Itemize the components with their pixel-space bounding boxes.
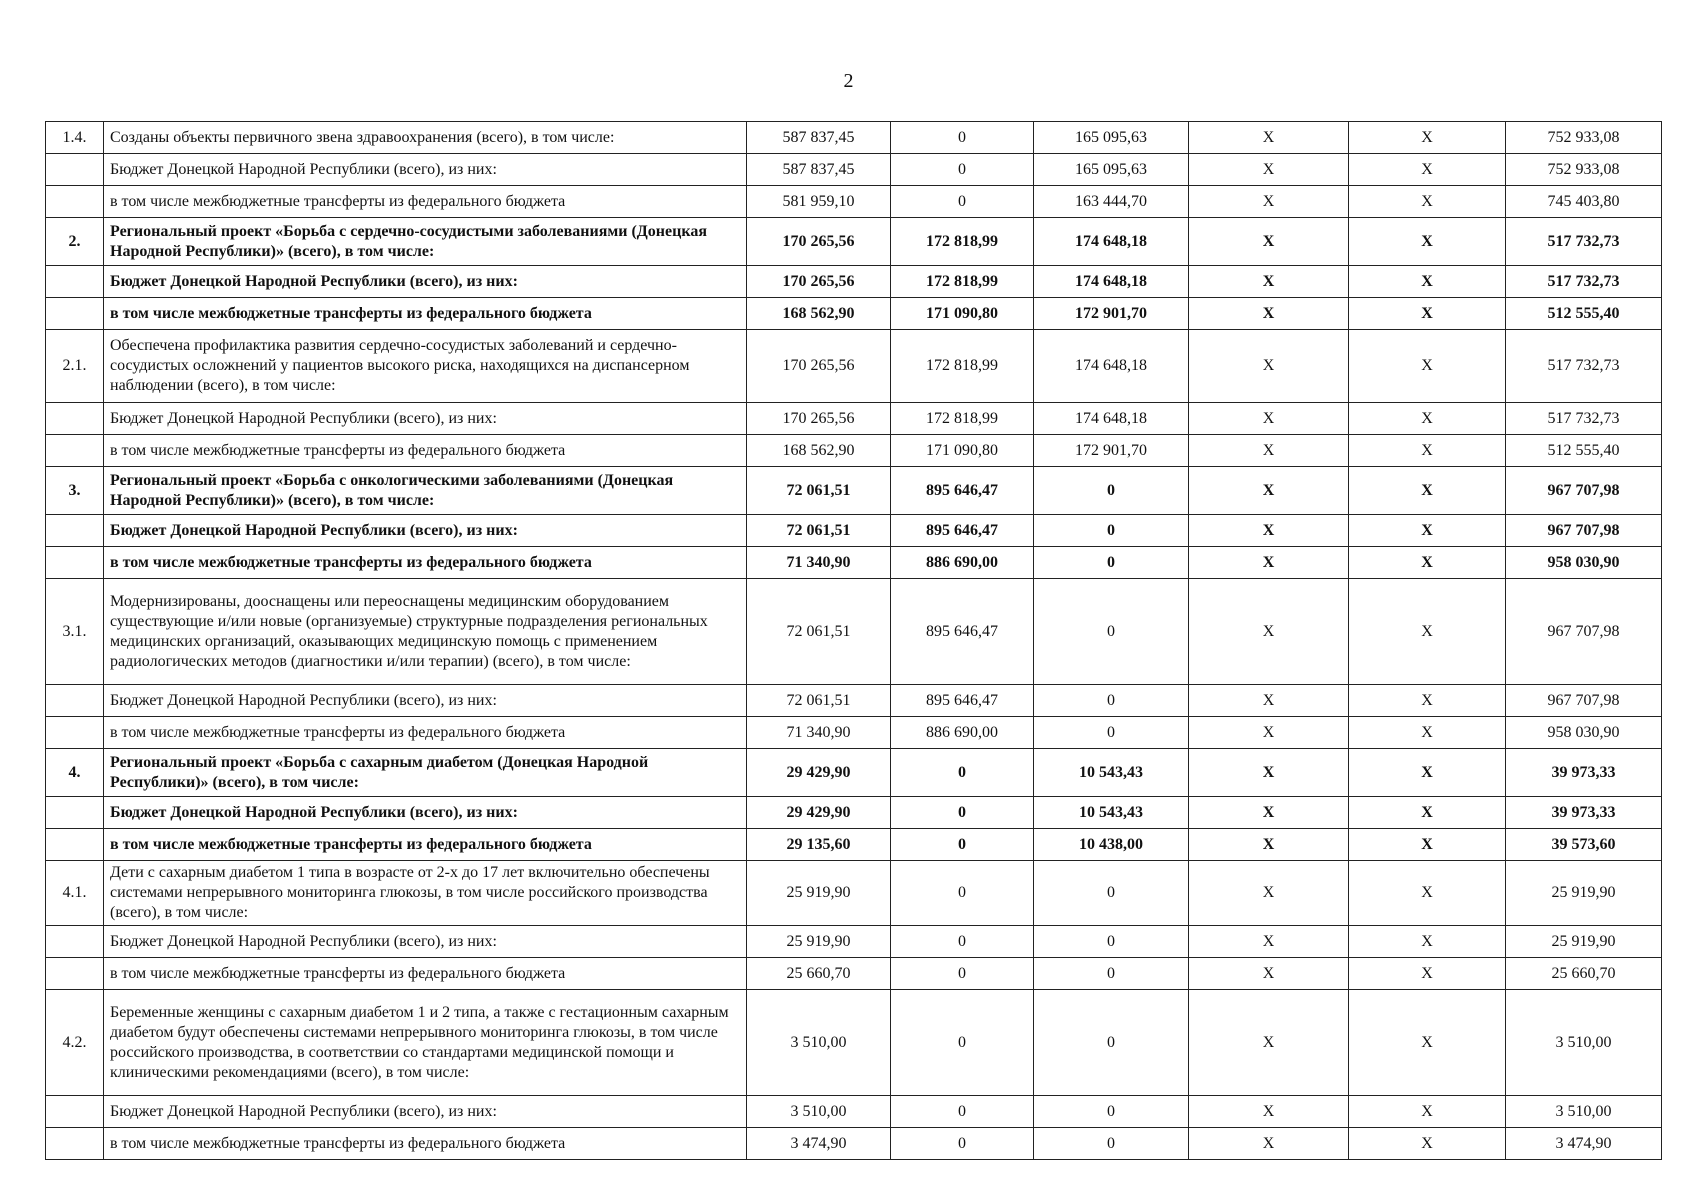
value-col-1: 29 429,90 — [747, 797, 891, 829]
value-col-4: X — [1189, 579, 1349, 685]
table-row — [46, 958, 1662, 990]
value-col-1: 170 265,56 — [747, 266, 891, 298]
value-col-4: X — [1189, 749, 1349, 797]
value-col-5: X — [1349, 958, 1506, 990]
value-col-4: X — [1189, 435, 1349, 467]
value-total: 3 474,90 — [1506, 1128, 1662, 1160]
value-col-5: X — [1349, 154, 1506, 186]
value-col-2: 172 818,99 — [891, 403, 1034, 435]
value-col-2: 886 690,00 — [891, 717, 1034, 749]
value-col-4: X — [1189, 218, 1349, 266]
row-description: в том числе межбюджетные трансферты из федерального бюджета — [104, 435, 747, 467]
value-total: 512 555,40 — [1506, 298, 1662, 330]
row-number: 1.4. — [46, 122, 104, 154]
value-col-3: 172 901,70 — [1034, 298, 1189, 330]
table-row — [46, 1128, 1662, 1160]
value-col-1: 170 265,56 — [747, 403, 891, 435]
value-col-3: 0 — [1034, 579, 1189, 685]
value-col-5: X — [1349, 435, 1506, 467]
value-col-5: X — [1349, 717, 1506, 749]
value-col-4: X — [1189, 298, 1349, 330]
row-description: Бюджет Донецкой Народной Республики (всего), из них: — [104, 515, 747, 547]
value-col-1: 71 340,90 — [747, 717, 891, 749]
value-col-2: 895 646,47 — [891, 579, 1034, 685]
page-number: 2 — [843, 70, 854, 92]
value-total: 25 919,90 — [1506, 861, 1662, 926]
value-col-5: X — [1349, 186, 1506, 218]
value-total: 517 732,73 — [1506, 266, 1662, 298]
value-col-4: X — [1189, 547, 1349, 579]
value-total: 967 707,98 — [1506, 515, 1662, 547]
table-row — [46, 154, 1662, 186]
value-total: 3 510,00 — [1506, 990, 1662, 1096]
row-description: Дети с сахарным диабетом 1 типа в возрасте от 2-х до 17 лет включительно обеспечены системами непрерывного мониторинга глюкозы, в том числе российского производства (всего), в том числе: — [104, 861, 747, 926]
row-description: Бюджет Донецкой Народной Республики (всего), из них: — [104, 926, 747, 958]
row-number — [46, 547, 104, 579]
value-col-5: X — [1349, 547, 1506, 579]
value-col-2: 895 646,47 — [891, 685, 1034, 717]
value-col-1: 29 135,60 — [747, 829, 891, 861]
row-description: Бюджет Донецкой Народной Республики (всего), из них: — [104, 685, 747, 717]
value-col-1: 72 061,51 — [747, 579, 891, 685]
value-col-1: 170 265,56 — [747, 330, 891, 403]
row-number — [46, 435, 104, 467]
table-row — [46, 579, 1662, 685]
row-number — [46, 717, 104, 749]
row-number — [46, 403, 104, 435]
value-col-2: 0 — [891, 829, 1034, 861]
table-row — [46, 266, 1662, 298]
value-col-1: 72 061,51 — [747, 515, 891, 547]
value-col-4: X — [1189, 685, 1349, 717]
value-total: 25 919,90 — [1506, 926, 1662, 958]
row-description: в том числе межбюджетные трансферты из федерального бюджета — [104, 958, 747, 990]
value-col-1: 581 959,10 — [747, 186, 891, 218]
table-row — [46, 797, 1662, 829]
value-col-3: 0 — [1034, 1128, 1189, 1160]
row-number: 3.1. — [46, 579, 104, 685]
value-total: 3 510,00 — [1506, 1096, 1662, 1128]
table-row — [46, 685, 1662, 717]
value-col-3: 10 543,43 — [1034, 797, 1189, 829]
value-col-3: 0 — [1034, 926, 1189, 958]
row-number: 4. — [46, 749, 104, 797]
value-col-5: X — [1349, 749, 1506, 797]
row-description: Региональный проект «Борьба с сердечно-сосудистыми заболеваниями (Донецкая Народной Республики)» (всего), в том числе: — [104, 218, 747, 266]
value-col-2: 0 — [891, 154, 1034, 186]
row-description: Бюджет Донецкой Народной Республики (всего), из них: — [104, 797, 747, 829]
value-col-1: 168 562,90 — [747, 435, 891, 467]
row-number — [46, 154, 104, 186]
row-description: Бюджет Донецкой Народной Республики (всего), из них: — [104, 266, 747, 298]
row-number: 2.1. — [46, 330, 104, 403]
value-col-2: 0 — [891, 990, 1034, 1096]
value-col-4: X — [1189, 266, 1349, 298]
value-col-1: 168 562,90 — [747, 298, 891, 330]
value-col-2: 172 818,99 — [891, 218, 1034, 266]
row-description: Бюджет Донецкой Народной Республики (всего), из них: — [104, 154, 747, 186]
value-col-3: 0 — [1034, 1096, 1189, 1128]
value-col-4: X — [1189, 1128, 1349, 1160]
value-col-5: X — [1349, 298, 1506, 330]
value-col-5: X — [1349, 266, 1506, 298]
value-col-1: 3 510,00 — [747, 990, 891, 1096]
value-col-4: X — [1189, 717, 1349, 749]
value-total: 967 707,98 — [1506, 685, 1662, 717]
row-description: в том числе межбюджетные трансферты из федерального бюджета — [104, 186, 747, 218]
value-col-5: X — [1349, 797, 1506, 829]
table-row — [46, 122, 1662, 154]
row-number: 3. — [46, 467, 104, 515]
value-col-2: 171 090,80 — [891, 298, 1034, 330]
table-row — [46, 330, 1662, 403]
row-number — [46, 685, 104, 717]
row-number: 4.1. — [46, 861, 104, 926]
value-col-5: X — [1349, 861, 1506, 926]
value-col-2: 171 090,80 — [891, 435, 1034, 467]
value-total: 967 707,98 — [1506, 579, 1662, 685]
value-col-4: X — [1189, 861, 1349, 926]
value-col-5: X — [1349, 218, 1506, 266]
value-col-5: X — [1349, 122, 1506, 154]
row-description: в том числе межбюджетные трансферты из федерального бюджета — [104, 547, 747, 579]
value-col-1: 71 340,90 — [747, 547, 891, 579]
row-description: Модернизированы, дооснащены или переоснащены медицинским оборудованием существующие и/или новые (организуемые) структурные подразделения региональных медицинских организаций, оказывающих медицинскую помощь с применением радиологических методов (диагностики и/или терапии) (всего), в том числе: — [104, 579, 747, 685]
value-total: 517 732,73 — [1506, 218, 1662, 266]
value-col-3: 0 — [1034, 717, 1189, 749]
value-col-5: X — [1349, 579, 1506, 685]
value-col-3: 174 648,18 — [1034, 266, 1189, 298]
table-row — [46, 218, 1662, 266]
table-row — [46, 861, 1662, 926]
value-col-3: 0 — [1034, 547, 1189, 579]
value-col-1: 3 510,00 — [747, 1096, 891, 1128]
row-description: Созданы объекты первичного звена здравоохранения (всего), в том числе: — [104, 122, 747, 154]
table-row — [46, 829, 1662, 861]
value-col-2: 0 — [891, 958, 1034, 990]
row-description: Обеспечена профилактика развития сердечно-сосудистых заболеваний и сердечно- сосудистых осложнений у пациентов высокого риска, находящихся на диспансерном наблюдении (всего), в том числе: — [104, 330, 747, 403]
row-description: Бюджет Донецкой Народной Республики (всего), из них: — [104, 403, 747, 435]
value-col-3: 0 — [1034, 685, 1189, 717]
value-col-4: X — [1189, 154, 1349, 186]
value-col-1: 25 660,70 — [747, 958, 891, 990]
table-row — [46, 1096, 1662, 1128]
value-col-4: X — [1189, 990, 1349, 1096]
value-col-1: 72 061,51 — [747, 467, 891, 515]
value-col-1: 587 837,45 — [747, 122, 891, 154]
value-total: 752 933,08 — [1506, 154, 1662, 186]
value-col-2: 172 818,99 — [891, 266, 1034, 298]
value-col-3: 165 095,63 — [1034, 154, 1189, 186]
value-col-1: 29 429,90 — [747, 749, 891, 797]
value-total: 25 660,70 — [1506, 958, 1662, 990]
value-col-2: 0 — [891, 122, 1034, 154]
value-col-3: 10 543,43 — [1034, 749, 1189, 797]
table-row — [46, 990, 1662, 1096]
value-col-5: X — [1349, 1096, 1506, 1128]
value-col-3: 0 — [1034, 990, 1189, 1096]
value-total: 512 555,40 — [1506, 435, 1662, 467]
row-number: 4.2. — [46, 990, 104, 1096]
row-number: 2. — [46, 218, 104, 266]
row-number — [46, 298, 104, 330]
value-col-2: 895 646,47 — [891, 467, 1034, 515]
value-col-4: X — [1189, 958, 1349, 990]
value-total: 517 732,73 — [1506, 403, 1662, 435]
value-col-3: 10 438,00 — [1034, 829, 1189, 861]
table-row — [46, 717, 1662, 749]
value-col-3: 174 648,18 — [1034, 330, 1189, 403]
value-col-4: X — [1189, 515, 1349, 547]
value-col-2: 0 — [891, 749, 1034, 797]
row-number — [46, 926, 104, 958]
row-number — [46, 958, 104, 990]
table-row — [46, 749, 1662, 797]
value-col-1: 3 474,90 — [747, 1128, 891, 1160]
row-description: в том числе межбюджетные трансферты из федерального бюджета — [104, 829, 747, 861]
value-col-1: 587 837,45 — [747, 154, 891, 186]
table-row — [46, 926, 1662, 958]
value-col-1: 170 265,56 — [747, 218, 891, 266]
value-col-4: X — [1189, 467, 1349, 515]
value-col-5: X — [1349, 515, 1506, 547]
value-col-3: 0 — [1034, 861, 1189, 926]
value-col-3: 172 901,70 — [1034, 435, 1189, 467]
value-col-3: 0 — [1034, 467, 1189, 515]
row-number — [46, 1128, 104, 1160]
value-col-2: 0 — [891, 186, 1034, 218]
row-description: в том числе межбюджетные трансферты из федерального бюджета — [104, 298, 747, 330]
value-total: 39 973,33 — [1506, 797, 1662, 829]
value-col-5: X — [1349, 926, 1506, 958]
value-col-4: X — [1189, 403, 1349, 435]
value-col-1: 25 919,90 — [747, 861, 891, 926]
value-col-2: 0 — [891, 861, 1034, 926]
table-row — [46, 435, 1662, 467]
value-total: 745 403,80 — [1506, 186, 1662, 218]
value-col-5: X — [1349, 990, 1506, 1096]
table-row — [46, 547, 1662, 579]
value-col-4: X — [1189, 926, 1349, 958]
row-number — [46, 266, 104, 298]
value-col-3: 163 444,70 — [1034, 186, 1189, 218]
row-description: Бюджет Донецкой Народной Республики (всего), из них: — [104, 1096, 747, 1128]
row-description: Региональный проект «Борьба с онкологическими заболеваниями (Донецкая Народной Республики)» (всего), в том числе: — [104, 467, 747, 515]
row-description: в том числе межбюджетные трансферты из федерального бюджета — [104, 1128, 747, 1160]
value-col-4: X — [1189, 330, 1349, 403]
table-row — [46, 515, 1662, 547]
value-col-5: X — [1349, 330, 1506, 403]
value-total: 752 933,08 — [1506, 122, 1662, 154]
row-description: Региональный проект «Борьба с сахарным диабетом (Донецкая Народной Республики)» (всего), в том числе: — [104, 749, 747, 797]
value-col-4: X — [1189, 186, 1349, 218]
value-col-2: 0 — [891, 1128, 1034, 1160]
value-col-1: 25 919,90 — [747, 926, 891, 958]
table-row — [46, 403, 1662, 435]
value-col-4: X — [1189, 829, 1349, 861]
budget-table — [45, 121, 1662, 1160]
table-row — [46, 298, 1662, 330]
value-col-2: 0 — [891, 797, 1034, 829]
value-col-2: 0 — [891, 926, 1034, 958]
value-col-2: 0 — [891, 1096, 1034, 1128]
row-number — [46, 829, 104, 861]
row-description: Беременные женщины с сахарным диабетом 1 и 2 типа, а также с гестационным сахарным диабетом будут обеспечены системами непрерывного мониторинга глюкозы, в том числе российского производства, в соответствии со стандартами медицинской помощи и клиническими рекомендациями (всего), в том числе: — [104, 990, 747, 1096]
value-col-3: 0 — [1034, 958, 1189, 990]
row-number — [46, 515, 104, 547]
value-total: 39 973,33 — [1506, 749, 1662, 797]
value-col-4: X — [1189, 122, 1349, 154]
table-row — [46, 467, 1662, 515]
value-col-2: 172 818,99 — [891, 330, 1034, 403]
value-total: 967 707,98 — [1506, 467, 1662, 515]
value-col-4: X — [1189, 797, 1349, 829]
value-col-3: 174 648,18 — [1034, 403, 1189, 435]
value-col-3: 165 095,63 — [1034, 122, 1189, 154]
value-total: 958 030,90 — [1506, 717, 1662, 749]
table-row — [46, 186, 1662, 218]
row-number — [46, 797, 104, 829]
row-number — [46, 1096, 104, 1128]
value-total: 517 732,73 — [1506, 330, 1662, 403]
value-total: 958 030,90 — [1506, 547, 1662, 579]
value-total: 39 573,60 — [1506, 829, 1662, 861]
value-col-5: X — [1349, 403, 1506, 435]
row-number — [46, 186, 104, 218]
value-col-5: X — [1349, 829, 1506, 861]
value-col-5: X — [1349, 685, 1506, 717]
value-col-4: X — [1189, 1096, 1349, 1128]
value-col-5: X — [1349, 467, 1506, 515]
value-col-1: 72 061,51 — [747, 685, 891, 717]
value-col-5: X — [1349, 1128, 1506, 1160]
value-col-3: 174 648,18 — [1034, 218, 1189, 266]
value-col-3: 0 — [1034, 515, 1189, 547]
value-col-2: 895 646,47 — [891, 515, 1034, 547]
row-description: в том числе межбюджетные трансферты из федерального бюджета — [104, 717, 747, 749]
value-col-2: 886 690,00 — [891, 547, 1034, 579]
